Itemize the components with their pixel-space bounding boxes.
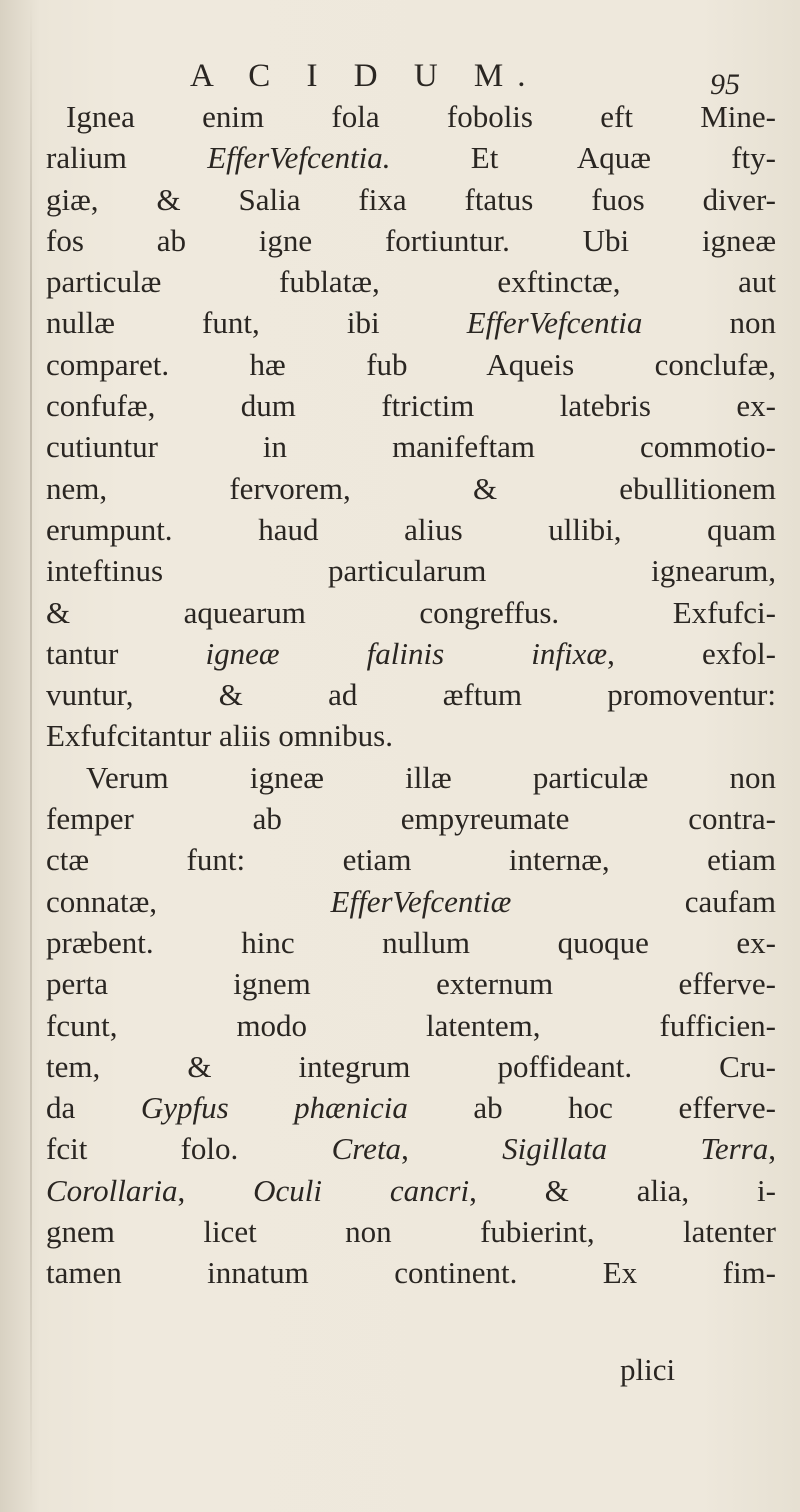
text-line (46, 137, 776, 178)
text-line (46, 715, 776, 756)
text-line (46, 922, 776, 963)
text-segment: tamen innatum continent. Ex fim- (46, 1255, 776, 1291)
text-line (46, 96, 776, 137)
text-segment: , (401, 1131, 503, 1167)
italic-term: igneæ falinis infixæ (205, 635, 608, 671)
text-segment: fcunt, modo latentem, fufficien- (46, 1007, 776, 1043)
page-gutter (30, 0, 32, 1512)
text-line (46, 757, 776, 798)
text-segment: non (642, 305, 776, 341)
text-segment: tantur (46, 635, 206, 671)
text-segment: giæ, & Salia fixa ftatus fuos diver- (46, 181, 776, 217)
text-segment: da (46, 1090, 141, 1126)
text-line (46, 220, 776, 261)
text-segment: Exfufcitantur aliis omnibus. (46, 718, 393, 754)
text-line (46, 839, 776, 880)
text-line (46, 1128, 776, 1169)
italic-term: Gypfus phænicia (140, 1090, 408, 1126)
text-line (46, 1005, 776, 1046)
text-segment: Et Aquæ fty- (390, 140, 776, 176)
text-line (46, 468, 776, 509)
text-line (46, 674, 776, 715)
text-line (46, 302, 776, 343)
body-text (46, 96, 776, 1294)
text-segment: particulæ fublatæ, exftinctæ, aut (46, 264, 776, 300)
text-line (46, 798, 776, 839)
text-segment: fcit folo. (46, 1131, 332, 1167)
text-line (46, 509, 776, 550)
text-line (46, 1211, 776, 1252)
italic-term: EfferVefcentia. (207, 140, 391, 176)
page-number: 95 (710, 68, 740, 101)
italic-term: Corollaria (46, 1172, 178, 1208)
text-segment: nem, fervorem, & ebullitionem (46, 470, 776, 506)
text-segment: erumpunt. haud alius ullibi, quam (46, 511, 776, 547)
text-line (46, 550, 776, 591)
text-segment: caufam (511, 883, 776, 919)
text-line (46, 1087, 776, 1128)
text-segment: præbent. hinc nullum quoque ex- (46, 924, 776, 960)
text-segment: gnem licet non fubierint, latenter (46, 1214, 776, 1250)
text-segment: vuntur, & ad æftum promoventur: (46, 677, 776, 713)
text-line (46, 1170, 776, 1211)
text-line (46, 963, 776, 1004)
text-segment: cutiuntur in manifeftam commotio- (46, 429, 776, 465)
text-segment: connatæ, (46, 883, 331, 919)
text-segment: , exfol- (607, 635, 776, 671)
text-line (46, 1252, 776, 1293)
text-line (46, 261, 776, 302)
text-segment: tem, & integrum poffideant. Cru- (46, 1048, 776, 1084)
text-segment: nullæ funt, ibi (46, 305, 467, 341)
text-line (46, 426, 776, 467)
text-segment: ab hoc efferve- (407, 1090, 776, 1126)
text-segment: comparet. hæ fub Aqueis conclufæ, (46, 346, 776, 382)
text-segment: inteftinus particularum ignearum, (46, 553, 776, 589)
text-segment: Verum igneæ illæ particulæ non (86, 759, 776, 795)
catchword: plici (620, 1352, 676, 1387)
text-segment: , (768, 1131, 776, 1167)
text-segment: femper ab empyreumate contra- (46, 801, 776, 837)
text-line (46, 633, 776, 674)
text-segment: ralium (46, 140, 208, 176)
text-segment: ctæ funt: etiam internæ, etiam (46, 842, 776, 878)
text-line (46, 592, 776, 633)
text-segment: perta ignem externum efferve- (46, 966, 776, 1002)
text-line (46, 881, 776, 922)
italic-term: Oculi cancri (253, 1172, 470, 1208)
italic-term: EfferVefcentiæ (330, 883, 512, 919)
running-head: A C I D U M. (190, 58, 540, 94)
text-segment: , & alia, i- (469, 1172, 776, 1208)
text-segment: confufæ, dum ftrictim latebris ex- (46, 388, 776, 424)
text-line (46, 1046, 776, 1087)
italic-term: Sigillata Terra (502, 1131, 769, 1167)
text-segment: , (177, 1172, 254, 1208)
text-segment: & aquearum congreffus. Exfufci- (46, 594, 776, 630)
text-segment: Ignea enim fola fobolis eft Mine- (66, 99, 776, 134)
text-segment: fos ab igne fortiuntur. Ubi igneæ (46, 222, 776, 258)
text-line (46, 385, 776, 426)
italic-term: Creta (331, 1131, 402, 1167)
text-line (46, 344, 776, 385)
text-line (46, 179, 776, 220)
italic-term: EfferVefcentia (466, 305, 643, 341)
